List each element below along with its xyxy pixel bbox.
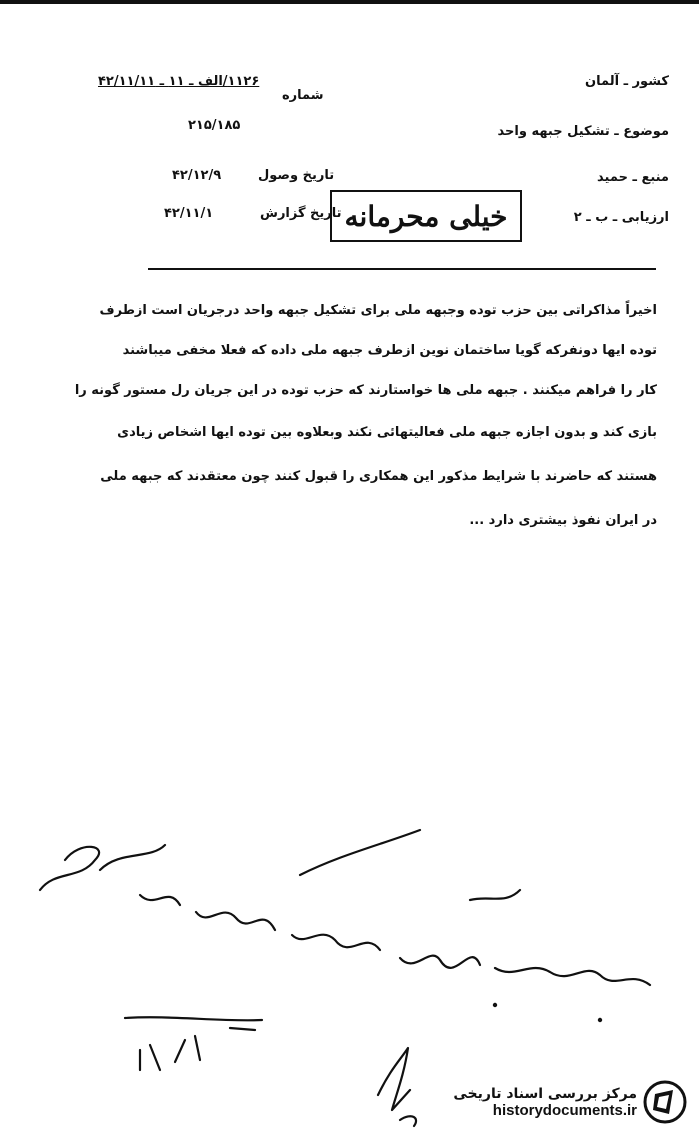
subject-field: موضوع ـ تشکیل جبهه واحد [497, 124, 669, 139]
received-date: ۴۲/۱۲/۹ [172, 168, 222, 183]
confidential-stamp: خیلی محرمانه [330, 190, 522, 242]
watermark-title: مرکز بررسی اسناد تاریخی [453, 1085, 637, 1102]
evaluation-field: ارزیابی ـ ب ـ ۲ [573, 210, 669, 225]
source-field: منبع ـ حمید [597, 170, 669, 185]
report-date: ۴۲/۱۱/۱ [164, 206, 214, 221]
body-line: اخیراً مذاکراتی بین حزب توده وجبهه ملی برای تشکیل جبهه واحد درجریان است ازطرف [99, 303, 657, 318]
received-label: تاریخ وصول [258, 168, 335, 183]
body-line: کار را فراهم میکنند . جبهه ملی ها خواستارند که حزب توده در این جریان رل مستور گونه را [74, 383, 657, 398]
country-field: کشور ـ آلمان [585, 74, 669, 89]
number-label: شماره [282, 88, 324, 103]
archive-logo-icon [643, 1080, 687, 1124]
body-line: توده ایها دونفرکه گویا ساختمان نوین ازطرف جبهه ملی داده که فعلا مخفی میباشند [122, 343, 657, 358]
watermark-site: historydocuments.ir [492, 1101, 637, 1119]
watermark [453, 1080, 687, 1124]
report-label: تاریخ گزارش [260, 206, 342, 221]
body-line: در ایران نفوذ بیشتری دارد ... [469, 513, 657, 528]
number-value: ۱۱۲۶/الف ـ ۱۱ ـ ۴۲/۱۱/۱۱ [98, 74, 260, 89]
body-line: هستند که حاضرند با شرایط مذکور این همکاری را قبول کنند چون معتقدند که جبهه ملی [100, 469, 657, 484]
body-line: بازی کند و بدون اجازه جبهه ملی فعالیتهائی نکند وبعلاوه بین توده ایها اشخاص زیادی [117, 425, 657, 440]
reference-number: ۲۱۵/۱۸۵ [188, 118, 241, 133]
